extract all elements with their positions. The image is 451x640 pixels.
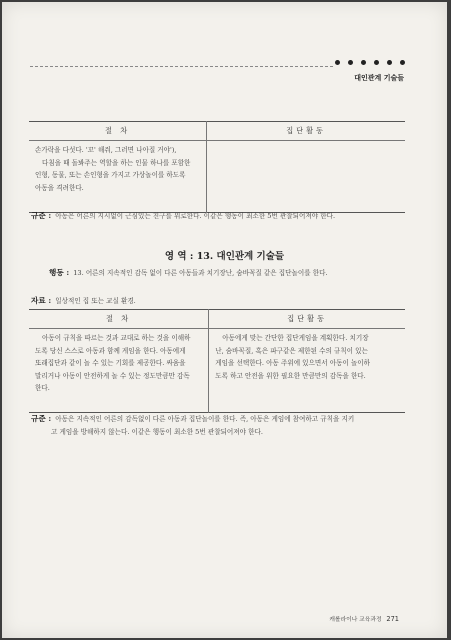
- criterion-text: 아동은 지속적인 어른의 감독없이 다른 아동과 집단놀이를 한다. 즉, 아동은 게임에 참여하고 규칙을 지키: [55, 415, 355, 423]
- material-text: 일상적인 집 또는 교실 환경.: [55, 297, 136, 305]
- criterion-2: [31, 413, 354, 438]
- ornament-dot: [400, 60, 405, 65]
- group-activity-line: 난, 숨바꼭질, 혹은 파구같은 제한된 수의 규칙이 있는: [215, 346, 368, 355]
- group-activity-cell: [207, 141, 405, 213]
- behavior-text: 13. 어른의 지속적인 감독 없이 다른 아동들과 치기장난, 숨바꼭질 같은 집단놀이를 한다.: [73, 269, 328, 277]
- ornament-dot: [361, 60, 366, 65]
- ornament-dot: [348, 60, 353, 65]
- ornament-dot: [374, 60, 379, 65]
- criterion-label: 규준 :: [31, 211, 52, 220]
- procedure-cell: [29, 141, 207, 213]
- behavior-label: 행동 :: [49, 268, 70, 277]
- behavior-statement: [49, 267, 328, 278]
- section-title: 대인관계 기술들: [354, 74, 404, 82]
- material-label: 자료 :: [31, 296, 52, 305]
- column-header-group-activity: 집단활동: [207, 122, 405, 141]
- procedure-line: 말리거나 아동이 안전하게 놀 수 있는 정도만큼만 감독: [35, 371, 190, 380]
- ornament-dot: [387, 60, 392, 65]
- header-dot-ornament: [335, 60, 405, 68]
- column-header-procedure: 절 차: [29, 310, 209, 329]
- procedure-line: 손가락을 다섯다. '꼬' 해줘, 그러면 나아질 거야'),: [35, 146, 177, 154]
- book-title: 캐롤라이나 교육과정: [329, 617, 382, 623]
- procedure-line: 도록 당신 스스로 아동과 함께 게임을 한다. 아동에게: [35, 346, 186, 355]
- procedure-line: 인형, 동물, 또는 손인형을 가지고 가상놀이를 하도록: [35, 171, 186, 179]
- column-header-procedure: 절 차: [29, 122, 207, 141]
- ornament-dot: [335, 60, 340, 65]
- procedure-line: 다침을 때 돌봐주는 역할을 하는 인물 하나를 포함한: [42, 158, 191, 167]
- criterion-1: [31, 210, 335, 223]
- header-dashed-rule: [30, 66, 333, 67]
- group-activity-line: 아동에게 맞는 간단한 집단게임을 계획한다. 치기장: [222, 334, 369, 342]
- group-activity-line: 게임을 선택한다. 아동 주위에 있으면서 아동이 놀이하: [215, 359, 371, 367]
- domain-heading: 영 역 : 13. 대인관계 기술들: [164, 251, 285, 262]
- procedure-line: 아동을 격려한다.: [35, 183, 84, 192]
- criterion-text: 고 게임을 방해하지 않는다. 이같은 행동이 최소한 5번 관찰되어져야 한다.: [51, 427, 263, 436]
- procedure-table-2: [29, 309, 405, 413]
- procedure-line: 한다.: [35, 384, 50, 392]
- page-number: 271: [386, 615, 399, 623]
- criterion-label: 규준 :: [31, 414, 52, 423]
- group-activity-cell: [209, 329, 405, 413]
- material-statement: [31, 295, 136, 306]
- procedure-cell: [29, 329, 209, 413]
- page-footer: [329, 614, 399, 623]
- group-activity-line: 도록 하고 안전을 위한 필요한 만큼만의 감독을 한다.: [215, 371, 366, 380]
- procedure-line: 아동이 규칙을 따르는 것과 교대로 하는 것을 이해하: [42, 334, 191, 342]
- document-page: [2, 2, 447, 638]
- procedure-table-1: [29, 121, 405, 213]
- procedure-line: 또래집단과 같이 놀 수 있는 기회를 제공한다. 싸움을: [35, 359, 186, 367]
- criterion-text: 아동은 어른의 지시없이 근심있는 친구를 위로한다. 이같은 행동이 최소한 5번 관찰되어져야 한다.: [55, 212, 336, 220]
- column-header-group-activity: 집단활동: [209, 310, 405, 329]
